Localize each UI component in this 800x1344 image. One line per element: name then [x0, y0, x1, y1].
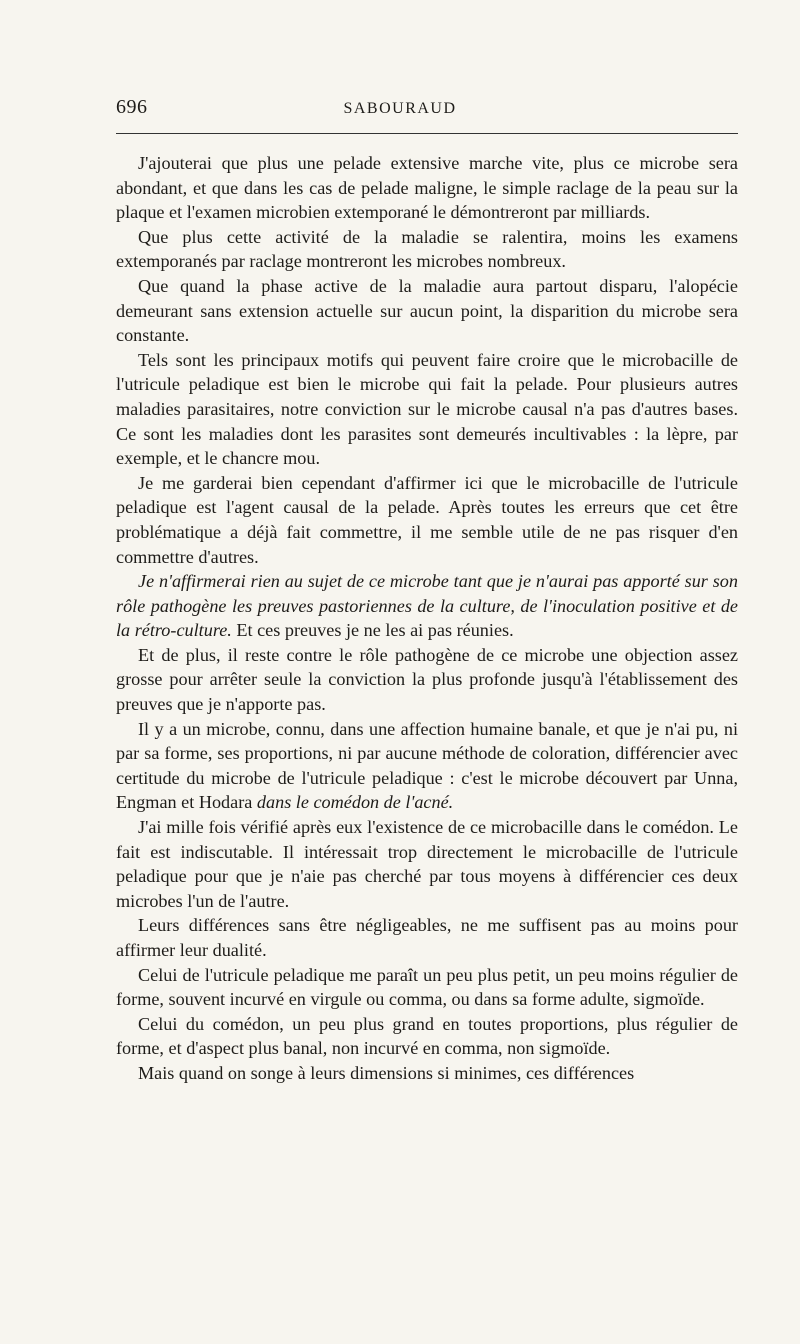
paragraph-text: J'ai mille fois vérifié après eux l'existence de ce microbacille dans le comédon. Le fait est indiscutable. Il intéressait trop directement le microbacille de l'utricule peladique pour que je n'aie pas cherché par tous moyens à différencier ces deux microbes l'un de l'autre.: [116, 817, 738, 911]
paragraph-text: Je me garderai bien cependant d'affirmer ici que le microbacille de l'utricule peladique est l'agent causal de la pelade. Après toutes les erreurs que cet être problématique a déjà fait commettre, il me semble utile de ne pas risquer d'en commettre d'autres.: [116, 472, 738, 567]
paragraph: [116, 963, 738, 1012]
italic-tail: dans le comédon de l'acné.: [256, 792, 454, 813]
paragraph-text: J'ajouterai que plus une pelade extensive marche vite, plus ce microbe sera abondant, et que dans les cas de pelade maligne, le simple raclage de la peau sur la plaque et l'examen microbien extemporané le démontreront par milliards.: [116, 153, 738, 223]
running-header-title: SABOURAUD: [343, 100, 457, 117]
paragraph-text: Et ces preuves je ne les ai pas réunies.: [231, 620, 514, 641]
header-rule: [116, 133, 738, 134]
paragraph: [116, 569, 738, 643]
paragraph: [116, 643, 738, 717]
paragraph: [116, 717, 738, 815]
italic-statement: Je n'affirmerai rien au sujet de ce microbe tant que je n'aurai pas apporté sur son rôle pathogène les preuves pastoriennes de la culture, de l'inoculation positive et de la rétro-culture.: [116, 571, 738, 641]
paragraph: [116, 471, 738, 569]
paragraph: [116, 348, 738, 471]
paragraph-text: Il y a un microbe, connu, dans une affection humaine banale, et que je n'ai pu, ni par sa forme, ses proportions, ni par aucune méthode de coloration, différencier avec certitude du microbe de l'utricule peladique : c'est le microbe découvert par Unna, Engman et Hodara: [116, 718, 738, 813]
paragraph: [116, 274, 738, 348]
paragraph: [116, 225, 738, 274]
paragraph-text: Que plus cette activité de la maladie se ralentira, moins les examens extemporanés par raclage montreront les microbes nombreux.: [116, 226, 738, 272]
paragraph-text: Leurs différences sans être négligeables, ne me suffisent pas au moins pour affirmer leur dualité.: [116, 915, 738, 960]
paragraph: [116, 1061, 738, 1086]
paragraph-text: Que quand la phase active de la maladie aura partout disparu, l'alopécie demeurant sans extension actuelle sur aucun point, la disparition du microbe sera constante.: [116, 275, 738, 346]
paragraph: [116, 815, 738, 913]
paragraph-text: Et de plus, il reste contre le rôle pathogène de ce microbe une objection assez grosse pour arrêter seule la conviction la plus profonde jusqu'à l'établissement des preuves que je n'apporte pas.: [116, 644, 738, 715]
paragraph-text: Mais quand on songe à leurs dimensions si minimes, ces différences: [138, 1062, 635, 1083]
paragraph-text: Tels sont les principaux motifs qui peuvent faire croire que le microbacille de l'utricule peladique est bien le microbe qui fait la pelade. Pour plusieurs autres maladies parasitaires, notre conviction sur le microbe causal n'a pas d'autres bases. Ce sont les maladies dont les parasites sont demeurés incultivables : la lèpre, par exemple, et le chancre mou.: [116, 349, 738, 469]
paragraph: [116, 1012, 738, 1061]
paragraph: [116, 913, 738, 962]
paragraph-text: Celui de l'utricule peladique me paraît un peu plus petit, un peu moins régulier de forme, souvent incurvé en virgule ou comma, ou dans sa forme adulte, sigmoïde.: [116, 964, 738, 1010]
body-text: [116, 151, 738, 1086]
page-number: 696: [116, 96, 148, 118]
paragraph: [116, 151, 738, 225]
paragraph-text: Celui du comédon, un peu plus grand en toutes proportions, plus régulier de forme, et d'aspect plus banal, non incurvé en comma, non sigmoïde.: [116, 1013, 738, 1059]
